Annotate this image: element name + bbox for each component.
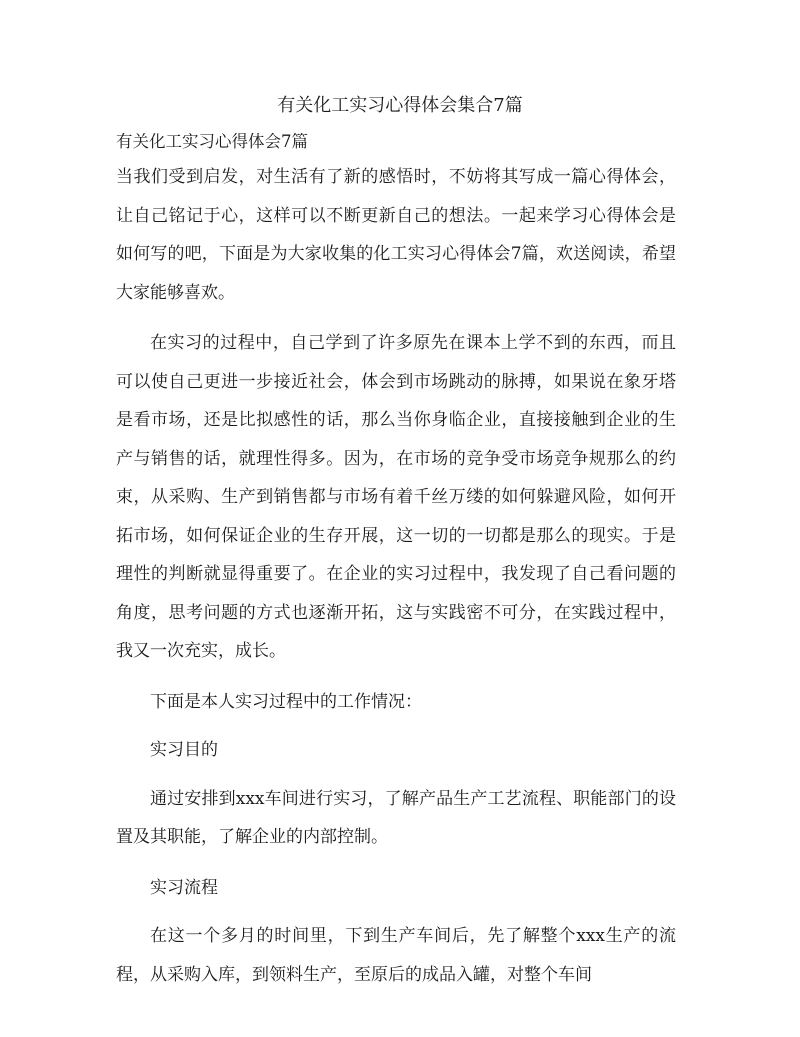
paragraph-purpose: 通过安排到xxx车间进行实习，了解产品生产工艺流程、职能部门的设置及其职能，了解企业的内部控制。 xyxy=(116,788,676,847)
paragraph-intro: 当我们受到启发，对生活有了新的感悟时，不妨将其写成一篇心得体会，让自己铭记于心，这样可以不断更新自己的想法。一起来学习心得体会是如何写的吧，下面是为大家收集的化工实习心得体会7篇，欢送阅读，希望大家能够喜欢。 xyxy=(116,167,676,303)
document-body xyxy=(116,158,676,1006)
document-subtitle: 有关化工实习心得体会7篇 xyxy=(116,132,308,151)
section-heading-purpose: 实习目的 xyxy=(150,740,218,760)
paragraph-internship-reflection: 在实习的过程中，自己学到了许多原先在课本上学不到的东西，而且可以使自己更进一步接近社会，体会到市场跳动的脉搏，如果说在象牙塔是看市场，还是比拟感性的话，那么当你身临企业，直接接触到企业的生产与销售的话，就理性得多。因为，在市场的竞争受市场竞争规那么的约束，从采购、生产到销售都与市场有着千丝万缕的如何躲避风险，如何开拓市场，如何保证企业的生存开展，这一切的一切都是那么的现实。于是理性的判断就显得重要了。在企业的实习过程中，我发现了自己看问题的角度，思考问题的方式也逐渐开拓，这与实践密不可分，在实践过程中，我又一次充实，成长。 xyxy=(116,333,676,661)
document-title: 有关化工实习心得体会集合7篇 xyxy=(277,95,523,116)
section-heading-process: 实习流程 xyxy=(150,877,218,898)
paragraph-process: 在这一个多月的时间里，下到生产车间后，先了解整个xxx生产的流程，从采购入库，到领料生产，至原后的成品入罐，对整个车间 xyxy=(116,926,676,985)
paragraph-work-situation: 下面是本人实习过程中的工作情况： xyxy=(150,691,422,712)
